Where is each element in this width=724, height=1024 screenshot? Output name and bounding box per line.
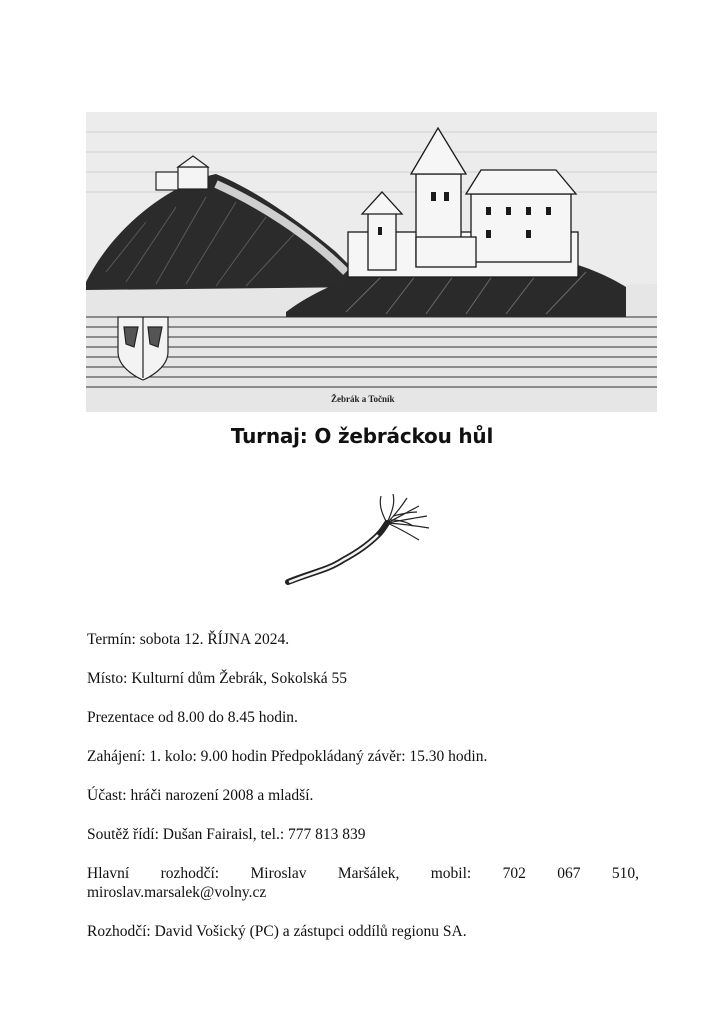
- tournament-info: [87, 630, 639, 961]
- info-term: Termín: sobota 12. ŘÍJNA 2024.: [87, 631, 290, 648]
- chief-arbiter-word: 510,: [611, 865, 639, 882]
- engraving-caption: Žebrák a Točník: [331, 394, 395, 404]
- castle-engraving-image: [86, 112, 657, 412]
- info-arbiters: Rozhodčí: David Vošický (PC) a zástupci oddílů regionu SA.: [87, 923, 467, 940]
- info-participation: Účast: hráči narození 2008 a mladší.: [87, 787, 314, 804]
- chief-arbiter-word: Maršálek,: [337, 865, 400, 882]
- chief-arbiter-word: Miroslav: [250, 865, 307, 882]
- chief-arbiter-word: 067: [557, 865, 581, 882]
- info-registration: Prezentace od 8.00 do 8.45 hodin.: [87, 709, 298, 726]
- chief-arbiter-word: Hlavní: [87, 865, 130, 882]
- beggar-staff-icon: [283, 490, 443, 600]
- chief-arbiter-email[interactable]: miroslav.marsalek@volny.cz: [87, 884, 267, 901]
- info-chief-arbiter: [87, 864, 639, 902]
- page-title: Turnaj: O žebráckou hůl: [230, 424, 494, 448]
- info-director: Soutěž řídí: Dušan Fairaisl, tel.: 777 813 839: [87, 826, 366, 843]
- info-place: Místo: Kulturní dům Žebrák, Sokolská 55: [87, 670, 348, 687]
- chief-arbiter-word: mobil:: [430, 865, 472, 882]
- chief-arbiter-word: rozhodčí:: [160, 865, 220, 882]
- info-start: Zahájení: 1. kolo: 9.00 hodin Předpokládaný závěr: 15.30 hodin.: [87, 748, 488, 765]
- chief-arbiter-line: [87, 864, 639, 883]
- chief-arbiter-word: 702: [502, 865, 526, 882]
